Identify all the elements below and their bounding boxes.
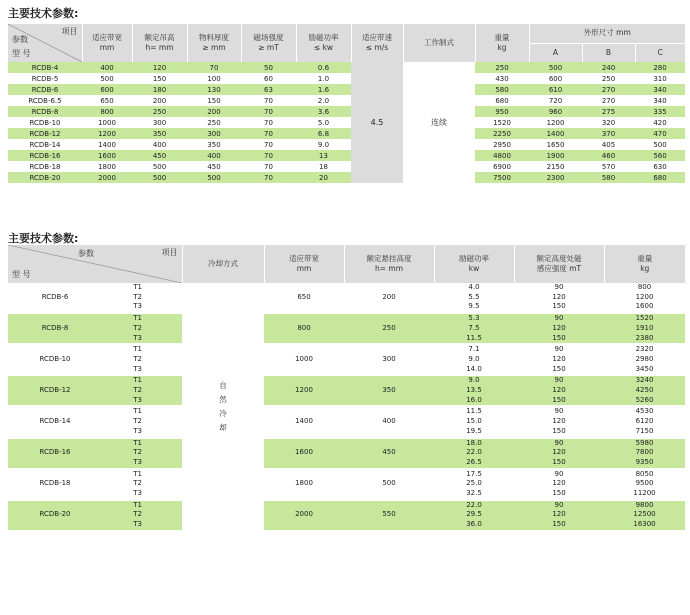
width-cell: 1200 (264, 375, 344, 406)
variant-cell: T2 (102, 510, 182, 520)
thickness-cell: 100 (187, 73, 241, 84)
width-cell: 2000 (264, 500, 344, 530)
model-cell: RCDB-16 (8, 150, 82, 161)
table1-row (8, 106, 685, 117)
table1-row (8, 128, 685, 139)
induction-cell: 120 (514, 324, 604, 334)
weight-cell: 3450 (604, 365, 685, 376)
induction-cell: 120 (514, 479, 604, 489)
weight-cell: 1520 (475, 117, 529, 128)
header-dim-b: B (582, 43, 635, 62)
variant-cell: T1 (102, 344, 182, 355)
variant-cell: T2 (102, 386, 182, 396)
hang-height-cell: 400 (344, 406, 434, 437)
power-cell: 7.5 (434, 324, 514, 334)
weight-cell: 1200 (604, 293, 685, 303)
power-cell: 0.6 (296, 62, 351, 73)
model-cell: RCDB-20 (8, 500, 102, 530)
header2-param-item-model (8, 245, 182, 283)
thickness-cell: 350 (187, 139, 241, 150)
header-param-label: 参数 (12, 35, 28, 44)
table2-row (8, 406, 685, 417)
cooling-char: 自 (219, 380, 227, 390)
hang-height-cell: 450 (344, 438, 434, 469)
variant-cell: T3 (102, 458, 182, 469)
variant-cell: T1 (102, 469, 182, 480)
cooling-char: 冷 (219, 408, 227, 418)
variant-cell: T2 (102, 479, 182, 489)
lift-height-cell: 500 (132, 161, 187, 172)
duty-merged-cell: 连续 (403, 62, 475, 183)
dim-c-cell: 340 (635, 84, 685, 95)
field-strength-cell: 70 (241, 106, 296, 117)
field-strength-cell: 70 (241, 95, 296, 106)
lift-height-cell: 150 (132, 73, 187, 84)
hang-height-cell: 500 (344, 469, 434, 500)
thickness-cell: 70 (187, 62, 241, 73)
power-cell: 18 (296, 161, 351, 172)
power-cell: 9.5 (434, 302, 514, 313)
induction-cell: 90 (514, 344, 604, 355)
table2-row (8, 313, 685, 324)
power-cell: 1.0 (296, 73, 351, 84)
header-param-item-model (8, 24, 82, 62)
table1-row (8, 150, 685, 161)
header-power: 励磁功率 ≤ kw (296, 24, 351, 62)
power-cell: 36.0 (434, 520, 514, 530)
variant-cell: T3 (102, 489, 182, 500)
weight-cell: 4250 (604, 386, 685, 396)
dim-b-cell: 270 (582, 95, 635, 106)
induction-cell: 90 (514, 406, 604, 417)
table2-row (8, 469, 685, 480)
header-model-label: 型 号 (12, 49, 31, 58)
field-strength-cell: 70 (241, 139, 296, 150)
header2-power: 励磁功率 kw (434, 245, 514, 283)
model-cell: RCDB-8 (8, 106, 82, 117)
power-cell: 9.0 (434, 375, 514, 386)
weight-cell: 3240 (604, 375, 685, 386)
weight-cell: 7500 (475, 172, 529, 183)
header-dim-c: C (635, 43, 685, 62)
cooling-char: 却 (219, 422, 227, 432)
model-cell: RCDB-12 (8, 128, 82, 139)
header2-width: 适应带宽 mm (264, 245, 344, 283)
width-cell: 400 (82, 62, 132, 73)
model-cell: RCDB-5 (8, 73, 82, 84)
lift-height-cell: 350 (132, 128, 187, 139)
induction-cell: 120 (514, 293, 604, 303)
dim-a-cell: 720 (529, 95, 582, 106)
width-cell: 1000 (82, 117, 132, 128)
power-cell: 3.6 (296, 106, 351, 117)
power-cell: 18.0 (434, 438, 514, 449)
power-cell: 14.0 (434, 365, 514, 376)
dim-b-cell: 405 (582, 139, 635, 150)
weight-cell: 1600 (604, 302, 685, 313)
variant-cell: T1 (102, 283, 182, 293)
table2-row (8, 375, 685, 386)
header2-model-label: 型 号 (12, 270, 31, 279)
hang-height-cell: 550 (344, 500, 434, 530)
power-cell: 22.0 (434, 448, 514, 458)
header-lift-height: 额定吊高 h= mm (132, 24, 187, 62)
model-cell: RCDB-12 (8, 375, 102, 406)
variant-cell: T2 (102, 448, 182, 458)
induction-cell: 120 (514, 448, 604, 458)
dim-a-cell: 1200 (529, 117, 582, 128)
lift-height-cell: 500 (132, 172, 187, 183)
lift-height-cell: 200 (132, 95, 187, 106)
weight-cell: 9350 (604, 458, 685, 469)
dim-a-cell: 2150 (529, 161, 582, 172)
power-cell: 26.5 (434, 458, 514, 469)
dim-a-cell: 1400 (529, 128, 582, 139)
dim-a-cell: 960 (529, 106, 582, 117)
weight-cell: 16300 (604, 520, 685, 530)
field-strength-cell: 50 (241, 62, 296, 73)
power-cell: 7.1 (434, 344, 514, 355)
width-cell: 1400 (264, 406, 344, 437)
header-duty: 工作制式 (403, 24, 475, 62)
variant-cell: T3 (102, 302, 182, 313)
dim-b-cell: 570 (582, 161, 635, 172)
induction-cell: 90 (514, 313, 604, 324)
power-cell: 13.5 (434, 386, 514, 396)
weight-cell: 2950 (475, 139, 529, 150)
dim-a-cell: 1650 (529, 139, 582, 150)
dim-c-cell: 280 (635, 62, 685, 73)
table2-row (8, 283, 685, 293)
weight-cell: 4800 (475, 150, 529, 161)
dim-b-cell: 370 (582, 128, 635, 139)
model-cell: RCDB-6 (8, 283, 102, 313)
weight-cell: 1520 (604, 313, 685, 324)
hang-height-cell: 250 (344, 313, 434, 344)
dim-a-cell: 1900 (529, 150, 582, 161)
dim-b-cell: 240 (582, 62, 635, 73)
table1-row (8, 73, 685, 84)
hang-height-cell: 300 (344, 344, 434, 375)
power-cell: 4.0 (434, 283, 514, 293)
model-cell: RCDB-18 (8, 161, 82, 172)
induction-cell: 150 (514, 334, 604, 345)
lift-height-cell: 400 (132, 139, 187, 150)
field-strength-cell: 70 (241, 172, 296, 183)
variant-cell: T2 (102, 417, 182, 427)
weight-cell: 8050 (604, 469, 685, 480)
thickness-cell: 250 (187, 117, 241, 128)
header-item-label: 项目 (61, 27, 78, 36)
weight-cell: 250 (475, 62, 529, 73)
thickness-cell: 150 (187, 95, 241, 106)
weight-cell: 2320 (604, 344, 685, 355)
dim-b-cell: 320 (582, 117, 635, 128)
field-strength-cell: 63 (241, 84, 296, 95)
dim-a-cell: 610 (529, 84, 582, 95)
variant-cell: T3 (102, 365, 182, 376)
weight-cell: 6120 (604, 417, 685, 427)
power-cell: 13 (296, 150, 351, 161)
power-cell: 29.5 (434, 510, 514, 520)
model-cell: RCDB-4 (8, 62, 82, 73)
power-cell: 16.0 (434, 396, 514, 407)
thickness-cell: 450 (187, 161, 241, 172)
variant-cell: T2 (102, 324, 182, 334)
width-cell: 1400 (82, 139, 132, 150)
induction-cell: 150 (514, 489, 604, 500)
header2-param-label: 参数 (78, 249, 94, 258)
variant-cell: T1 (102, 438, 182, 449)
hang-height-cell: 200 (344, 283, 434, 313)
width-cell: 1600 (82, 150, 132, 161)
field-strength-cell: 70 (241, 161, 296, 172)
width-cell: 650 (82, 95, 132, 106)
table1-row (8, 84, 685, 95)
weight-cell: 2380 (604, 334, 685, 345)
header-width: 适应带宽 mm (82, 24, 132, 62)
speed-merged-cell: 4.5 (351, 62, 403, 183)
induction-cell: 120 (514, 510, 604, 520)
thickness-cell: 400 (187, 150, 241, 161)
lift-height-cell: 300 (132, 117, 187, 128)
weight-cell: 9500 (604, 479, 685, 489)
induction-cell: 90 (514, 500, 604, 511)
induction-cell: 150 (514, 396, 604, 407)
variant-cell: T3 (102, 396, 182, 407)
induction-cell: 120 (514, 355, 604, 365)
induction-cell: 90 (514, 375, 604, 386)
section1-title: 主要技术参数: (8, 7, 79, 20)
power-cell: 32.5 (434, 489, 514, 500)
induction-cell: 150 (514, 365, 604, 376)
dim-a-cell: 600 (529, 73, 582, 84)
power-cell: 11.5 (434, 406, 514, 417)
lift-height-cell: 250 (132, 106, 187, 117)
dim-c-cell: 500 (635, 139, 685, 150)
variant-cell: T1 (102, 500, 182, 511)
header2-cooling: 冷却方式 (182, 245, 264, 283)
induction-cell: 90 (514, 438, 604, 449)
weight-cell: 580 (475, 84, 529, 95)
induction-cell: 120 (514, 386, 604, 396)
field-strength-cell: 70 (241, 150, 296, 161)
width-cell: 800 (82, 106, 132, 117)
dim-c-cell: 340 (635, 95, 685, 106)
width-cell: 500 (82, 73, 132, 84)
weight-cell: 2980 (604, 355, 685, 365)
width-cell: 650 (264, 283, 344, 313)
weight-cell: 800 (604, 283, 685, 293)
power-cell: 5.3 (434, 313, 514, 324)
section2-title: 主要技术参数: (8, 232, 79, 245)
variant-cell: T2 (102, 355, 182, 365)
power-cell: 15.0 (434, 417, 514, 427)
lift-height-cell: 120 (132, 62, 187, 73)
dim-b-cell: 250 (582, 73, 635, 84)
thickness-cell: 300 (187, 128, 241, 139)
lift-height-cell: 180 (132, 84, 187, 95)
width-cell: 600 (82, 84, 132, 95)
induction-cell: 150 (514, 520, 604, 530)
header-speed: 适应带速 ≤ m/s (351, 24, 403, 62)
width-cell: 1000 (264, 344, 344, 375)
table1-row (8, 172, 685, 183)
header2-hang-height: 额定悬挂高度 h= mm (344, 245, 434, 283)
table1-row (8, 62, 685, 73)
induction-cell: 150 (514, 302, 604, 313)
width-cell: 1800 (82, 161, 132, 172)
header-field-strength: 磁场强度 ≥ mT (241, 24, 296, 62)
header-thickness: 物料厚度 ≥ mm (187, 24, 241, 62)
power-cell: 9.0 (434, 355, 514, 365)
power-cell: 20 (296, 172, 351, 183)
weight-cell: 11200 (604, 489, 685, 500)
table1-row (8, 117, 685, 128)
dim-c-cell: 420 (635, 117, 685, 128)
model-cell: RCDB-20 (8, 172, 82, 183)
induction-cell: 90 (514, 283, 604, 293)
variant-cell: T1 (102, 406, 182, 417)
induction-cell: 150 (514, 427, 604, 438)
width-cell: 2000 (82, 172, 132, 183)
model-cell: RCDB-6 (8, 84, 82, 95)
dim-b-cell: 270 (582, 84, 635, 95)
power-cell: 9.0 (296, 139, 351, 150)
power-cell: 17.5 (434, 469, 514, 480)
dim-c-cell: 630 (635, 161, 685, 172)
header2-item-label: 项目 (161, 248, 178, 257)
weight-cell: 9800 (604, 500, 685, 511)
weight-cell: 2250 (475, 128, 529, 139)
header2-weight: 重量 kg (604, 245, 685, 283)
spec-table-2 (8, 245, 685, 530)
variant-cell: T3 (102, 334, 182, 345)
weight-cell: 680 (475, 95, 529, 106)
model-cell: RCDB-10 (8, 344, 102, 375)
width-cell: 800 (264, 313, 344, 344)
table1-row (8, 95, 685, 106)
model-cell: RCDB-18 (8, 469, 102, 500)
dim-a-cell: 500 (529, 62, 582, 73)
variant-cell: T3 (102, 427, 182, 438)
header-weight: 重量 kg (475, 24, 529, 62)
field-strength-cell: 60 (241, 73, 296, 84)
model-cell: RCDB-16 (8, 438, 102, 469)
field-strength-cell: 70 (241, 128, 296, 139)
table2-row (8, 500, 685, 511)
model-cell: RCDB-6.5 (8, 95, 82, 106)
lift-height-cell: 450 (132, 150, 187, 161)
model-cell: RCDB-14 (8, 406, 102, 437)
model-cell: RCDB-10 (8, 117, 82, 128)
variant-cell: T2 (102, 293, 182, 303)
dim-c-cell: 335 (635, 106, 685, 117)
power-cell: 5.5 (434, 293, 514, 303)
field-strength-cell: 70 (241, 117, 296, 128)
width-cell: 1800 (264, 469, 344, 500)
header-dim-a: A (529, 43, 582, 62)
dim-c-cell: 560 (635, 150, 685, 161)
weight-cell: 1910 (604, 324, 685, 334)
weight-cell: 5260 (604, 396, 685, 407)
dim-c-cell: 310 (635, 73, 685, 84)
dim-b-cell: 275 (582, 106, 635, 117)
weight-cell: 6900 (475, 161, 529, 172)
thickness-cell: 130 (187, 84, 241, 95)
weight-cell: 7150 (604, 427, 685, 438)
power-cell: 1.6 (296, 84, 351, 95)
table1-row (8, 139, 685, 150)
weight-cell: 4530 (604, 406, 685, 417)
weight-cell: 950 (475, 106, 529, 117)
induction-cell: 120 (514, 417, 604, 427)
table2-row (8, 438, 685, 449)
spec-table-1 (8, 24, 685, 183)
thickness-cell: 500 (187, 172, 241, 183)
hang-height-cell: 350 (344, 375, 434, 406)
header2-induction: 额定高度处磁 感应强度 mT (514, 245, 604, 283)
power-cell: 5.0 (296, 117, 351, 128)
variant-cell: T1 (102, 313, 182, 324)
dim-c-cell: 470 (635, 128, 685, 139)
power-cell: 11.5 (434, 334, 514, 345)
weight-cell: 12500 (604, 510, 685, 520)
power-cell: 25.0 (434, 479, 514, 489)
dim-b-cell: 580 (582, 172, 635, 183)
power-cell: 2.0 (296, 95, 351, 106)
power-cell: 6.8 (296, 128, 351, 139)
power-cell: 19.5 (434, 427, 514, 438)
weight-cell: 5980 (604, 438, 685, 449)
table1-row (8, 161, 685, 172)
width-cell: 1600 (264, 438, 344, 469)
table2-row (8, 344, 685, 355)
dim-c-cell: 680 (635, 172, 685, 183)
dim-a-cell: 2300 (529, 172, 582, 183)
cooling-char: 然 (219, 394, 227, 404)
induction-cell: 150 (514, 458, 604, 469)
weight-cell: 430 (475, 73, 529, 84)
induction-cell: 90 (514, 469, 604, 480)
power-cell: 22.0 (434, 500, 514, 511)
weight-cell: 7800 (604, 448, 685, 458)
cooling-merged-cell (182, 283, 264, 530)
model-cell: RCDB-14 (8, 139, 82, 150)
header-dimensions: 外形尺寸 mm (529, 24, 685, 43)
thickness-cell: 200 (187, 106, 241, 117)
model-cell: RCDB-8 (8, 313, 102, 344)
variant-cell: T3 (102, 520, 182, 530)
dim-b-cell: 460 (582, 150, 635, 161)
width-cell: 1200 (82, 128, 132, 139)
variant-cell: T1 (102, 375, 182, 386)
